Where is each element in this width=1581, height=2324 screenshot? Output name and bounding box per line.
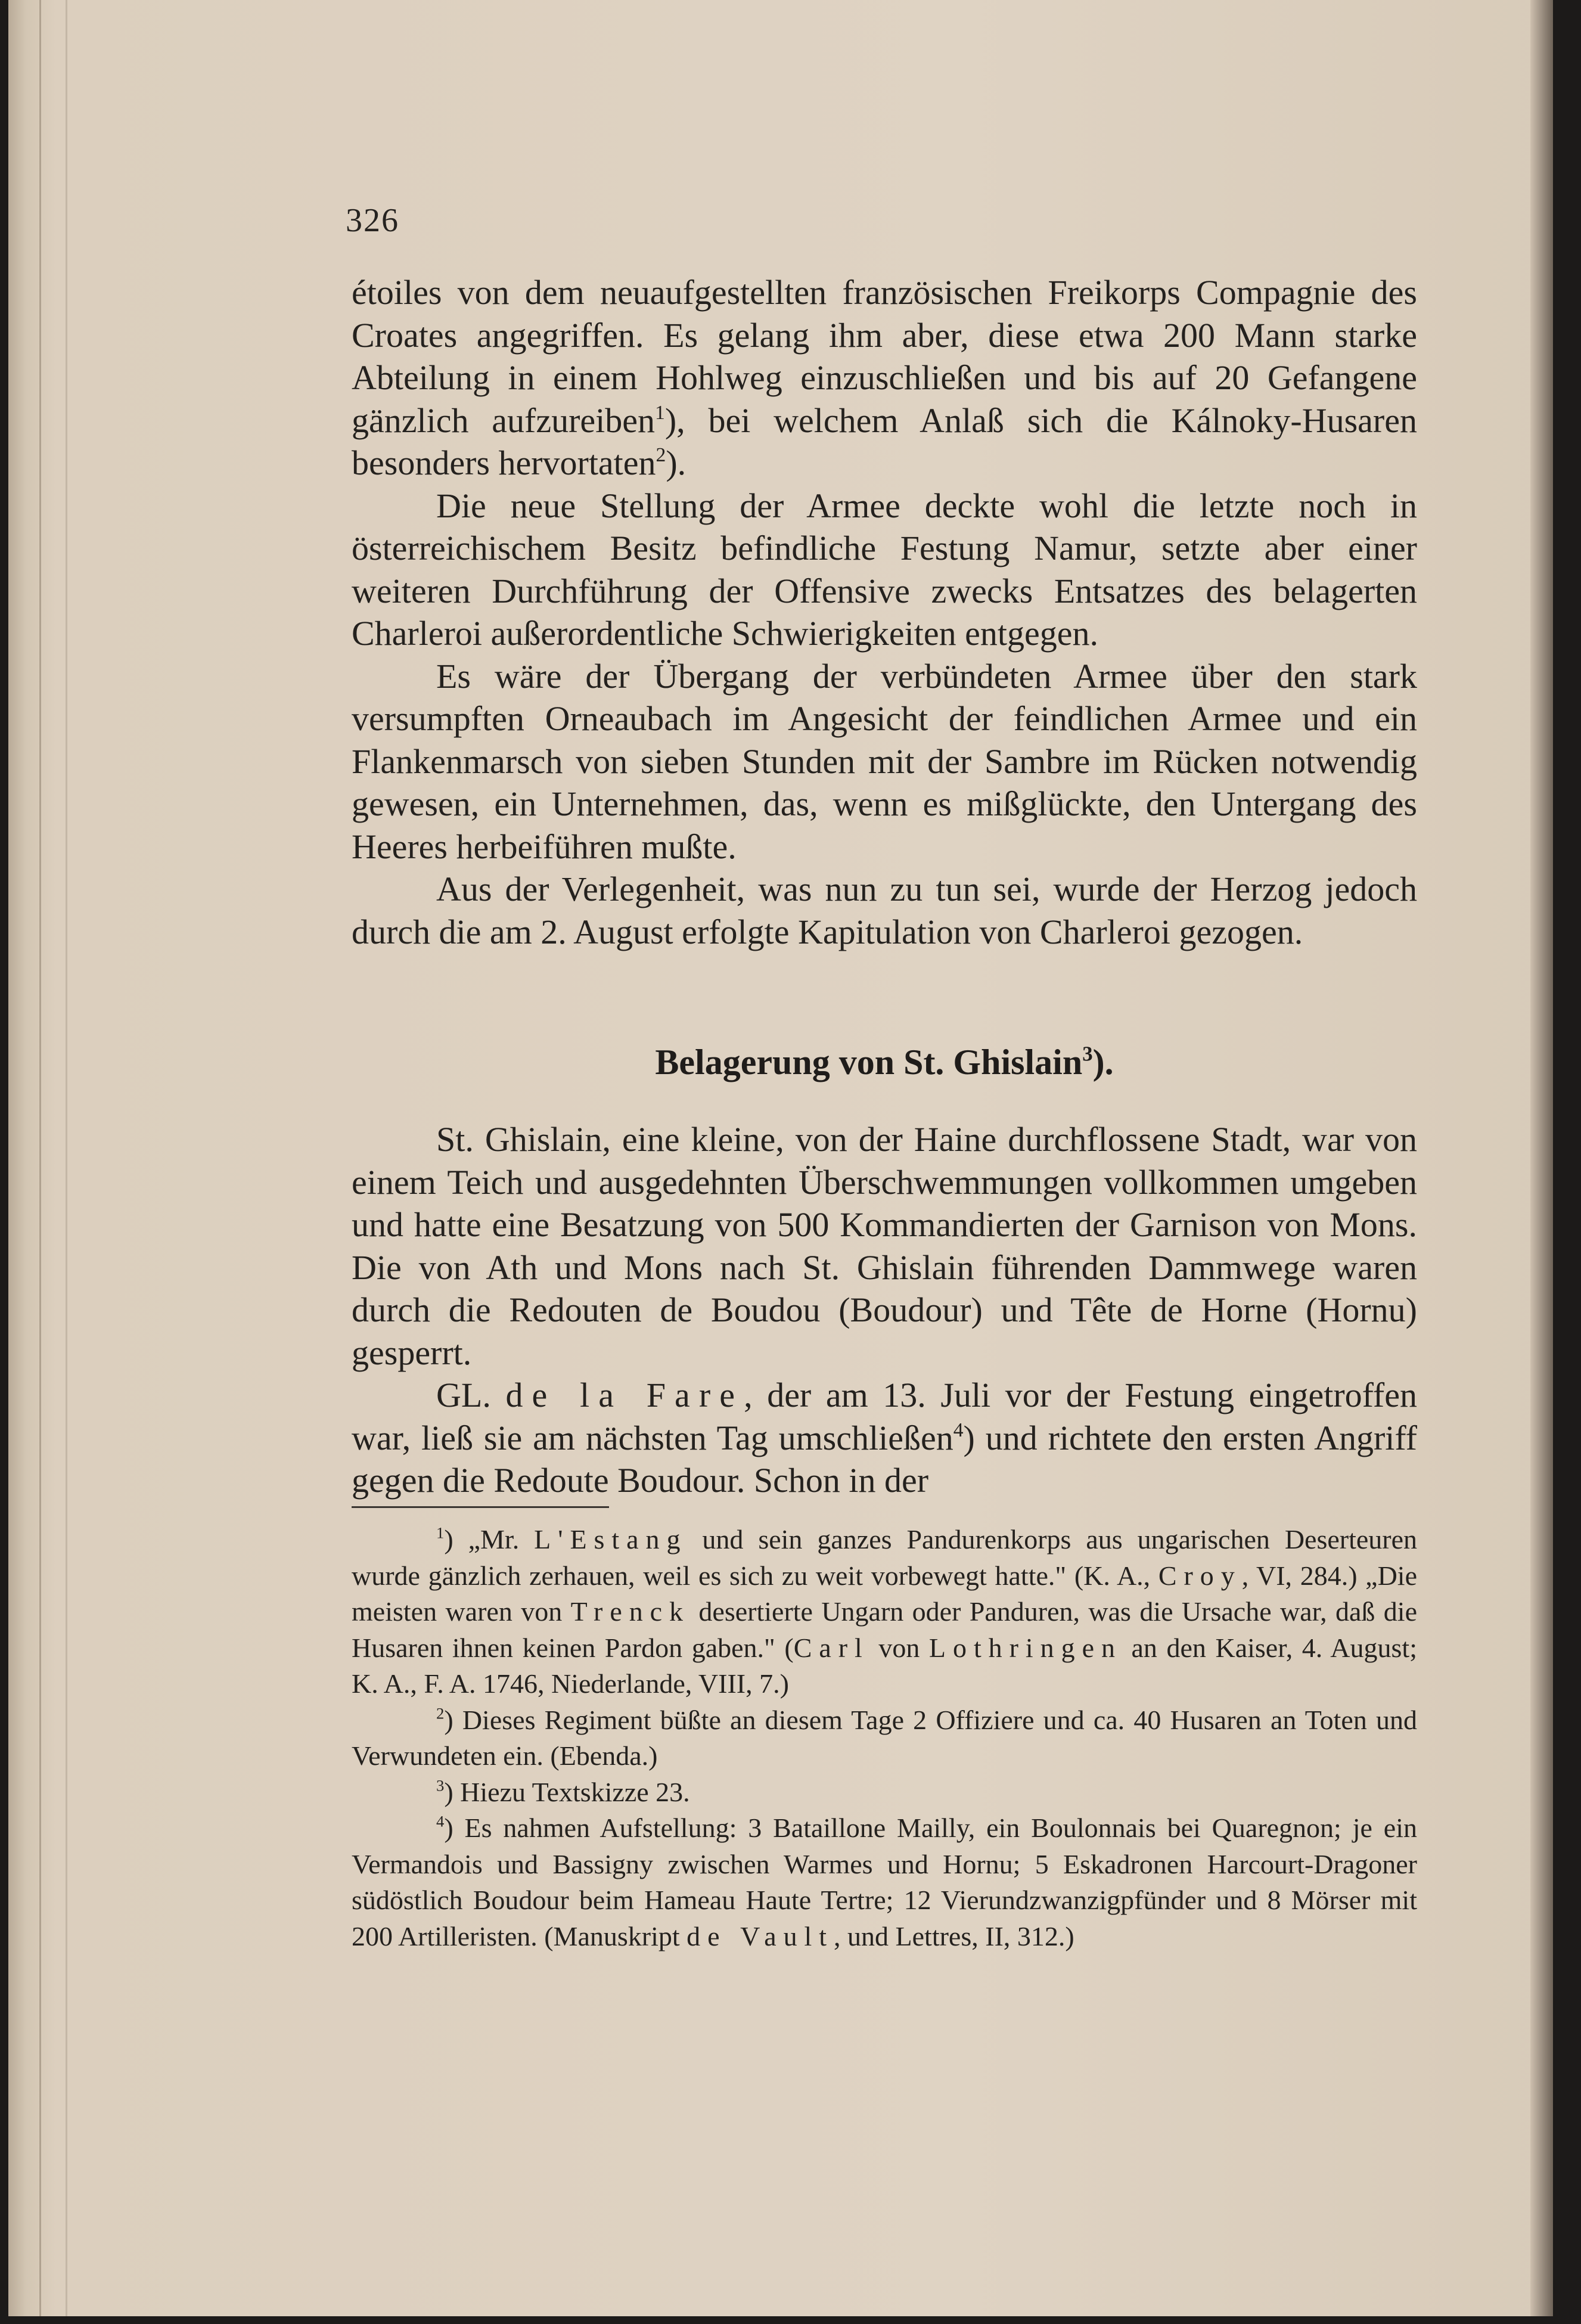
body-text-bottom — [352, 1118, 1417, 1502]
paragraph: St. Ghislain, eine kleine, von der Haine durchflossene Stadt, war von einem Teich und ausgedehnten Überschwemmungen vollkommen umgeben und hatte eine Besatzung von 500 Kommandierten der Garnison von Mons. Die von Ath und Mons nach St. Ghislain führenden Dammwege waren durch die Redouten de Boudou (Boudour) und Tête de Horne (Hornu) gesperrt. — [352, 1120, 1417, 1372]
body-text-top — [352, 271, 1417, 953]
footnote-ref: 2 — [656, 444, 666, 467]
footnote: $^2$) Dieses Regiment büßte an diesem Tage 2 Offiziere und ca. 40 Husaren an Toten und Verwundeten ein. (Ebenda.) — [352, 1704, 1417, 1771]
paragraph: Die neue Stellung der Armee deckte wohl die letzte noch in österreichischem Besitz befindliche Festung Namur, setzte aber einer weiteren Durchführung der Offensive zwecks Entsatzes des belagerten Charleroi außerordentliche Schwierigkeiten entgegen. — [352, 486, 1417, 653]
footnote-rule — [352, 1506, 609, 1508]
paragraph: Aus der Verlegenheit, was nun zu tun sei, wurde der Herzog jedoch durch die am 2. August erfolgte Kapitulation von Charleroi gezogen. — [352, 870, 1417, 951]
footnote-ref: 3 — [1082, 1042, 1093, 1066]
footnote: $^1$) „Mr. L'Estang und sein ganzes Pandurenkorps aus ungarischen Deserteuren wurde gänzlich zerhauen, weil es sich zu weit vorbewegt hatte." (K. A., Croy, VI, 284.) „Die meisten waren von Trenck desertierte Ungarn oder Panduren, was die Ursache war, daß die Husaren ihnen keinen Pardon gaben." (Carl von Lothringen an den Kaiser, 4. August; K. A., F. A. 1746, Niederlande, VIII, 7.) — [352, 1524, 1418, 1699]
book-page — [8, 0, 1553, 2316]
footnotes — [352, 1522, 1417, 1954]
page-gutter-line — [66, 0, 67, 2316]
footnote: $^4$) Es nahmen Aufstellung: 3 Bataillone Mailly, ein Boulonnais bei Quaregnon; je ein Vermandois und Bassigny zwischen Warmes und Hornu; 5 Eskadronen Harcourt-Dragoner südöstlich Boudour beim Hameau Haute Tertre; 12 Vierundzwanzigpfünder und 8 Mörser mit 200 Artilleristen. (Manuskript de Vault, und Lettres, II, 312.) — [352, 1812, 1417, 1951]
page-gutter-line — [39, 0, 41, 2316]
spaced-name: de la Fare — [505, 1376, 744, 1414]
page-number: 326 — [346, 202, 399, 239]
footnote: $^3$) Hiezu Textskizze 23. — [436, 1776, 690, 1807]
paragraph: Es wäre der Übergang der verbündeten Armee über den stark versumpften Orneaubach im Angesicht der feindlichen Armee und ein Flankenmarsch von sieben Stunden mit der Sambre im Rücken notwendig gewesen, ein Unternehmen, das, wenn es mißglückte, den Untergang des Heeres herbeiführen mußte. — [352, 656, 1417, 866]
paragraph: étoiles von dem neuaufgestellten französischen Freikorps Compagnie des Croates angegriffen. Es gelang ihm aber, diese etwa 200 Mann starke Abteilung in einem Hohlweg einzuschließen und bis auf 20 Gefangene gänzlich aufzureiben$^1$), bei welchem Anlaß sich die Kálnoky-Husaren besonders hervortaten$^2$). — [352, 273, 1417, 482]
section-heading: Belagerung von St. Ghislain$^3$). — [655, 1042, 1114, 1082]
page-edge — [1530, 0, 1553, 2316]
paragraph: GL. de la Fare, der am 13. Juli vor der Festung eingetroffen war, ließ sie am nächsten Tag umschließen$^4$) und richtete den ersten Angriff gegen die Redoute Boudour. Schon in der — [352, 1376, 1417, 1500]
footnote-ref: 4 — [953, 1419, 964, 1441]
footnote-ref: 1 — [655, 401, 665, 424]
